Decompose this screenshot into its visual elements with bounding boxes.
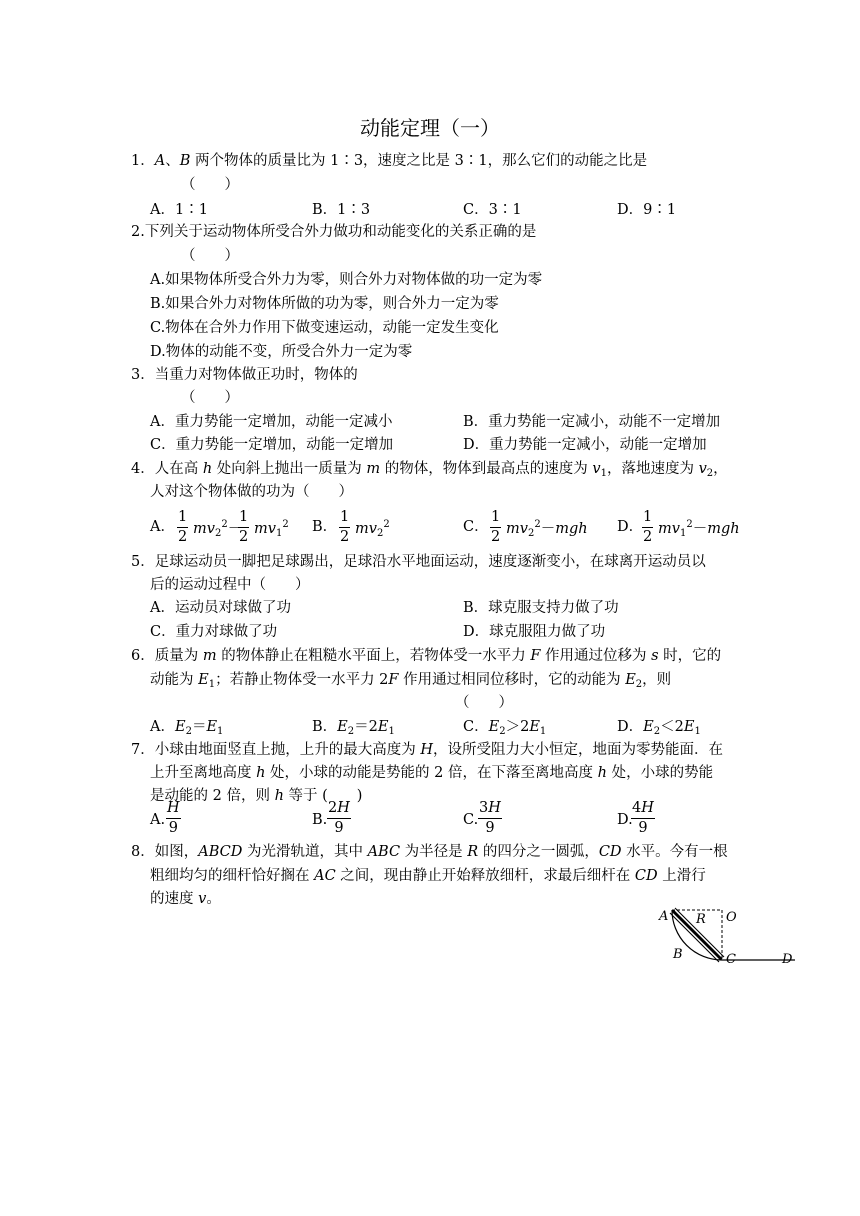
question-6-option-b: B．$E_2=2E_1$ <box>312 719 395 737</box>
question-1-answer-blank: （ ） <box>181 177 239 193</box>
question-5-option-b: B．球克服支持力做了功 <box>463 600 619 616</box>
question-7-stem-line-1: 7．小球由地面竖直上抛，上升的最大高度为 H，设所受阻力大小恒定，地面为零势能面．在 <box>131 742 723 758</box>
question-3-option-c: C．重力势能一定增加，动能一定增加 <box>150 437 394 453</box>
question-5-option-d: D．球克服阻力做了功 <box>463 624 606 640</box>
question-1-option-b: B．1∶3 <box>312 202 371 218</box>
page-title: 动能定理（一） <box>360 116 500 140</box>
question-8-stem-line-3: 的速度 v。 <box>150 891 221 907</box>
question-6-option-c: C．$E_2>2E_1$ <box>463 719 547 737</box>
question-4-stem-line-2: 人对这个物体做的功为（ ） <box>150 484 353 500</box>
question-6-stem-line-2: 动能为 $E_1$；若静止物体受一水平力 2F 作用通过相同位移时，它的动能为 $E_2$，则 <box>150 672 672 690</box>
question-8-stem-line-2: 粗细均匀的细杆恰好搁在 AC 之间，现由静止开始释放细杆，求最后细杆在 CD 上滑行 <box>150 868 706 884</box>
label-b: B <box>673 947 683 962</box>
question-1-option-c: C．3∶1 <box>463 202 522 218</box>
question-5-option-a: A．运动员对球做了功 <box>150 600 291 616</box>
question-6-option-a: A．$E_2=E_1$ <box>150 719 224 737</box>
question-6-option-d: D．$E_2<2E_1$ <box>617 719 701 737</box>
question-6-stem-line-1: 6．质量为 m 的物体静止在粗糙水平面上，若物体受一水平力 F 作用通过位移为 s 时，它的 <box>131 648 722 664</box>
question-1-option-d: D．9∶1 <box>617 202 677 218</box>
label-a: A <box>659 909 669 924</box>
question-3-answer-blank: （ ） <box>181 390 239 406</box>
question-2-answer-blank: （ ） <box>181 248 239 264</box>
question-5-stem-line-2: 后的运动过程中（ ） <box>150 577 310 593</box>
question-1-option-a: A．1∶1 <box>150 202 208 218</box>
question-8-stem-line-1: 8．如图，ABCD 为光滑轨道，其中 ABC 为半径是 R 的四分之一圆弧，CD 水平。今有一根 <box>131 844 728 860</box>
question-2-option-d: D.物体的动能不变，所受合外力一定为零 <box>150 344 413 360</box>
question-3-option-d: D．重力势能一定减小，动能一定增加 <box>463 437 707 453</box>
question-2-stem: 2.下列关于运动物体所受合外力做功和动能变化的关系正确的是 <box>131 224 537 240</box>
question-2-option-b: B.如果合外力对物体所做的功为零，则合外力一定为零 <box>150 296 499 312</box>
question-1-stem: 1．A、B 两个物体的质量比为 1∶3，速度之比是 3∶1，那么它们的动能之比是 <box>131 153 648 169</box>
question-3-option-a: A．重力势能一定增加，动能一定减小 <box>150 414 393 430</box>
label-c: C <box>726 952 736 967</box>
label-o: O <box>726 910 737 925</box>
label-d: D <box>782 952 793 967</box>
question-5-stem-line-1: 5．足球运动员一脚把足球踢出，足球沿水平地面运动，速度逐渐变小，在球离开运动员以 <box>131 554 706 570</box>
question-4-stem-line-1: 4．人在高 h 处向斜上抛出一质量为 m 的物体，物体到最高点的速度为 $v_1$，落地速度为 $v_2$， <box>131 461 728 479</box>
question-3-option-b: B．重力势能一定减小，动能不一定增加 <box>463 414 721 430</box>
question-7-stem-line-3: 是动能的 2 倍，则 h 等于 ( ) <box>150 788 363 804</box>
track-figure <box>650 900 800 970</box>
question-6-answer-blank: （ ） <box>455 695 513 711</box>
question-7-stem-line-2: 上升至离地高度 h 处，小球的动能是势能的 2 倍，在下落至离地高度 h 处，小球的势能 <box>150 765 714 781</box>
question-2-option-a: A.如果物体所受合外力为零，则合外力对物体做的功一定为零 <box>150 272 543 288</box>
question-2-option-c: C.物体在合外力作用下做变速运动，动能一定发生变化 <box>150 320 499 336</box>
question-5-option-c: C．重力对球做了功 <box>150 624 278 640</box>
question-3-stem: 3．当重力对物体做正功时，物体的 <box>131 367 358 383</box>
label-r: R <box>696 912 706 927</box>
